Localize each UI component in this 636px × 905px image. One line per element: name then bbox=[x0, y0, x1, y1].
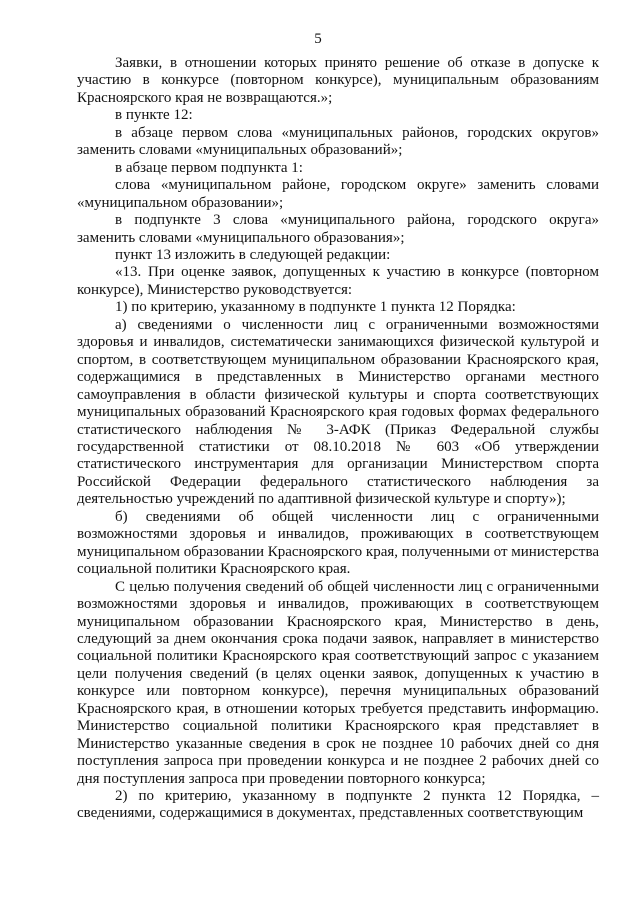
page-number: 5 bbox=[314, 31, 322, 47]
paragraph: 1) по критерию, указанному в подпункте 1 пункта 12 Порядка: bbox=[115, 299, 516, 316]
paragraph: С целью получения сведений об общей численности лиц с ограниченными возможностями здоровья и инвалидов, проживающих в соответствующем муниципальном образовании Красноярского края, Министерство в день, следующий за днем окончания срока подачи заявок, направляет в министерство социальной политики Красноярского края соответствующий запрос с указанием цели получения сведений (в целях оценки заявок, допущенных к участию в конкурсе или повторном конкурсе), перечня муниципальных образований Красноярского края, в отношении которых требуется представить информацию. Министерство социальной политики Красноярского края представляет в Министерство указанные сведения в срок не позднее 10 рабочих дней со дня поступления запроса при проведении конкурса и не позднее 2 рабочих дней со дня поступления запроса при проведении повторного конкурса; bbox=[77, 578, 599, 787]
paragraph: пункт 13 изложить в следующей редакции: bbox=[115, 246, 391, 263]
paragraph: в абзаце первом слова «муниципальных районов, городских округов» заменить словами «муниципальных образований»; bbox=[77, 124, 599, 159]
paragraph: в абзаце первом подпункта 1: bbox=[115, 159, 303, 176]
paragraph: Заявки, в отношении которых принято решение об отказе в допуске к участию в конкурсе (повторном конкурсе), муниципальным образованиям Красноярского края не возвращаются.»; bbox=[77, 55, 599, 106]
paragraph: а) сведениями о численности лиц с ограниченными возможностями здоровья и инвалидов, систематически занимающихся физической культурой и спортом, в соответствующем муниципальном образовании Красноярского края, содержащимися в представленных в Министерство органами местного самоуправления в области физической культуры и спорта соответствующих муниципальных образований Красноярского края годовых формах федерального статистического наблюдения № 3-АФК (Приказ Федеральной службы государственной статистики от 08.10.2018 № 603 «Об утверждении статистического инструментария для организации Министерством спорта Российской Федерации федерального статистического наблюдения за деятельностью учреждений по адаптивной физической культуре и спорту»); bbox=[77, 316, 599, 508]
paragraph: б) сведениями об общей численности лиц с ограниченными возможностями здоровья и инвалидов, проживающих в соответствующем муниципальном образовании Красноярского края, полученными от министерства социальной политики Красноярского края. bbox=[77, 508, 599, 578]
paragraph: в подпункте 3 слова «муниципального района, городского округа» заменить словами «муниципального образования»; bbox=[77, 212, 599, 246]
paragraph: в пункте 12: bbox=[115, 107, 193, 124]
paragraph: слова «муниципальном районе, городском округе» заменить словами «муниципальном образовании»; bbox=[77, 177, 599, 211]
document-body bbox=[77, 55, 599, 823]
paragraph: «13. При оценке заявок, допущенных к участию в конкурсе (повторном конкурсе), Министерство руководствуется: bbox=[77, 264, 599, 298]
paragraph: 2) по критерию, указанному в подпункте 2 пункта 12 Порядка, – сведениями, содержащимися в документах, представленных соответствующим bbox=[77, 788, 599, 822]
